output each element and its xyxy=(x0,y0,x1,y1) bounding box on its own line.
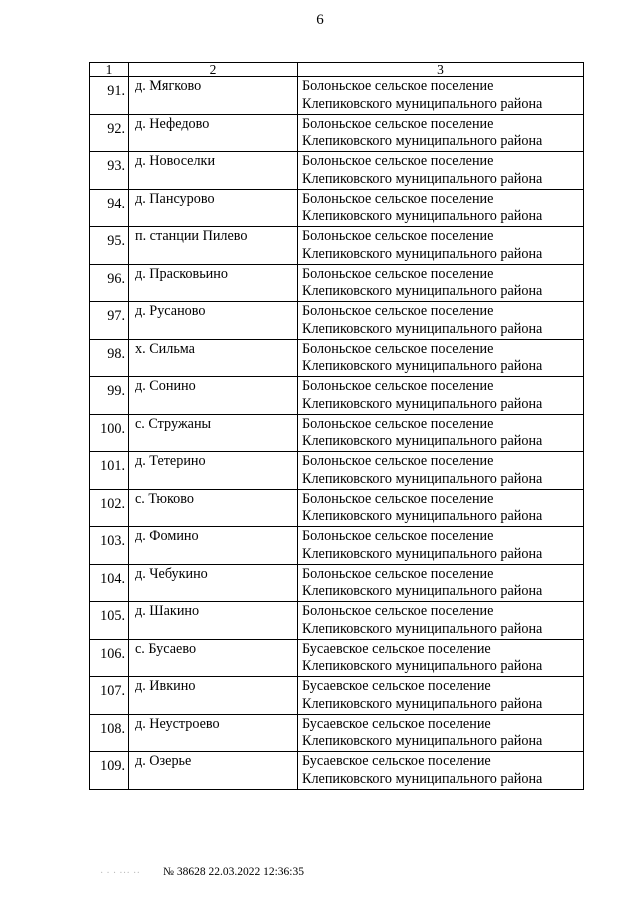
footer-stamp: · · · ··· ·· xyxy=(100,868,141,879)
place-name: д. Фомино xyxy=(129,527,298,565)
place-name: с. Бусаево xyxy=(129,639,298,677)
settlement-cell xyxy=(298,527,584,565)
settlement-cell xyxy=(298,377,584,415)
settlement-cell xyxy=(298,564,584,602)
place-name: д. Чебукино xyxy=(129,564,298,602)
table-row xyxy=(90,77,584,115)
settlement-name: Болоньское сельское поселение xyxy=(302,265,494,282)
settlement-name: Болоньское сельское поселение xyxy=(302,153,494,169)
row-number: 108. xyxy=(90,714,129,752)
table-row xyxy=(90,752,584,790)
table-row xyxy=(90,602,584,640)
row-number: 99. xyxy=(90,377,129,415)
district-name: Клепиковского муниципального района xyxy=(302,95,543,112)
settlement-name: Болоньское сельское поселение xyxy=(302,453,494,469)
settlement-cell xyxy=(298,752,584,790)
settlement-name: Болоньское сельское поселение xyxy=(302,565,494,582)
row-number: 103. xyxy=(90,527,129,565)
place-name: х. Сильма xyxy=(129,339,298,377)
row-number: 105. xyxy=(90,602,129,640)
table-row xyxy=(90,564,584,602)
table-row xyxy=(90,414,584,452)
header-col-2: 2 xyxy=(129,63,298,77)
table-row xyxy=(90,527,584,565)
place-name: с. Стружаны xyxy=(129,414,298,452)
table-row xyxy=(90,264,584,302)
row-number: 104. xyxy=(90,564,129,602)
place-name: с. Тюково xyxy=(129,489,298,527)
settlement-name: Болоньское сельское поселение xyxy=(302,190,494,207)
row-number: 100. xyxy=(90,414,129,452)
header-col-3: 3 xyxy=(298,63,584,77)
district-name: Клепиковского муниципального района xyxy=(302,658,543,674)
settlement-cell xyxy=(298,152,584,190)
table-row xyxy=(90,189,584,227)
settlement-cell xyxy=(298,452,584,490)
place-name: д. Сонино xyxy=(129,377,298,415)
district-name: Клепиковского муниципального района xyxy=(302,508,543,524)
table-row xyxy=(90,227,584,265)
place-name: п. станции Пилево xyxy=(129,227,298,265)
district-name: Клепиковского муниципального района xyxy=(302,320,543,337)
settlement-cell xyxy=(298,264,584,302)
district-name: Клепиковского муниципального района xyxy=(302,733,543,749)
page-number: 6 xyxy=(316,12,324,28)
settlement-cell xyxy=(298,302,584,340)
row-number: 91. xyxy=(90,77,129,115)
settlement-name: Болоньское сельское поселение xyxy=(302,415,494,432)
settlement-name: Болоньское сельское поселение xyxy=(302,528,494,544)
settlement-name: Бусаевское сельское поселение xyxy=(302,640,491,657)
district-name: Клепиковского муниципального района xyxy=(302,433,543,449)
district-name: Клепиковского муниципального района xyxy=(302,208,543,224)
table-row xyxy=(90,489,584,527)
settlement-cell xyxy=(298,639,584,677)
settlement-name: Болоньское сельское поселение xyxy=(302,115,494,132)
header-col-1: 1 xyxy=(90,63,129,77)
place-name: д. Тетерино xyxy=(129,452,298,490)
settlements-table xyxy=(89,62,584,790)
district-name: Клепиковского муниципального района xyxy=(302,170,543,187)
row-number: 98. xyxy=(90,339,129,377)
settlement-name: Болоньское сельское поселение xyxy=(302,603,494,619)
settlement-cell xyxy=(298,77,584,115)
district-name: Клепиковского муниципального района xyxy=(302,245,543,262)
district-name: Клепиковского муниципального района xyxy=(302,358,543,374)
settlement-name: Болоньское сельское поселение xyxy=(302,78,494,94)
district-name: Клепиковского муниципального района xyxy=(302,770,543,787)
table-row xyxy=(90,639,584,677)
place-name: д. Русаново xyxy=(129,302,298,340)
district-name: Клепиковского муниципального района xyxy=(302,283,543,299)
table-row xyxy=(90,339,584,377)
district-name: Клепиковского муниципального района xyxy=(302,395,543,412)
row-number: 97. xyxy=(90,302,129,340)
table-row xyxy=(90,452,584,490)
settlement-cell xyxy=(298,339,584,377)
district-name: Клепиковского муниципального района xyxy=(302,583,543,599)
row-number: 95. xyxy=(90,227,129,265)
district-name: Клепиковского муниципального района xyxy=(302,470,543,487)
place-name: д. Шакино xyxy=(129,602,298,640)
row-number: 107. xyxy=(90,677,129,715)
district-name: Клепиковского муниципального района xyxy=(302,545,543,562)
table-row xyxy=(90,302,584,340)
table-header-row xyxy=(90,63,584,77)
table-row xyxy=(90,152,584,190)
row-number: 96. xyxy=(90,264,129,302)
place-name: д. Прасковьино xyxy=(129,264,298,302)
row-number: 93. xyxy=(90,152,129,190)
place-name: д. Мягково xyxy=(129,77,298,115)
settlement-name: Бусаевское сельское поселение xyxy=(302,715,491,732)
row-number: 109. xyxy=(90,752,129,790)
row-number: 102. xyxy=(90,489,129,527)
district-name: Клепиковского муниципального района xyxy=(302,133,543,149)
row-number: 106. xyxy=(90,639,129,677)
settlement-cell xyxy=(298,677,584,715)
table-row xyxy=(90,114,584,152)
settlement-cell xyxy=(298,227,584,265)
district-name: Клепиковского муниципального района xyxy=(302,620,543,637)
settlement-cell xyxy=(298,414,584,452)
place-name: д. Пансурово xyxy=(129,189,298,227)
place-name: д. Новоселки xyxy=(129,152,298,190)
place-name: д. Нефедово xyxy=(129,114,298,152)
settlement-name: Бусаевское сельское поселение xyxy=(302,678,491,694)
table-row xyxy=(90,714,584,752)
table-row xyxy=(90,377,584,415)
row-number: 101. xyxy=(90,452,129,490)
settlement-name: Болоньское сельское поселение xyxy=(302,490,494,507)
row-number: 92. xyxy=(90,114,129,152)
place-name: д. Озерье xyxy=(129,752,298,790)
settlement-name: Болоньское сельское поселение xyxy=(302,340,494,357)
settlement-name: Болоньское сельское поселение xyxy=(302,228,494,244)
settlement-name: Бусаевское сельское поселение xyxy=(302,753,491,769)
settlement-cell xyxy=(298,714,584,752)
settlement-name: Болоньское сельское поселение xyxy=(302,303,494,319)
table-body xyxy=(90,77,584,790)
settlement-name: Болоньское сельское поселение xyxy=(302,378,494,394)
settlement-cell xyxy=(298,189,584,227)
place-name: д. Ивкино xyxy=(129,677,298,715)
settlement-cell xyxy=(298,489,584,527)
settlement-cell xyxy=(298,602,584,640)
district-name: Клепиковского муниципального района xyxy=(302,695,543,712)
row-number: 94. xyxy=(90,189,129,227)
footer-registration: № 38628 22.03.2022 12:36:35 xyxy=(163,866,304,878)
settlement-cell xyxy=(298,114,584,152)
table-row xyxy=(90,677,584,715)
place-name: д. Неустроево xyxy=(129,714,298,752)
